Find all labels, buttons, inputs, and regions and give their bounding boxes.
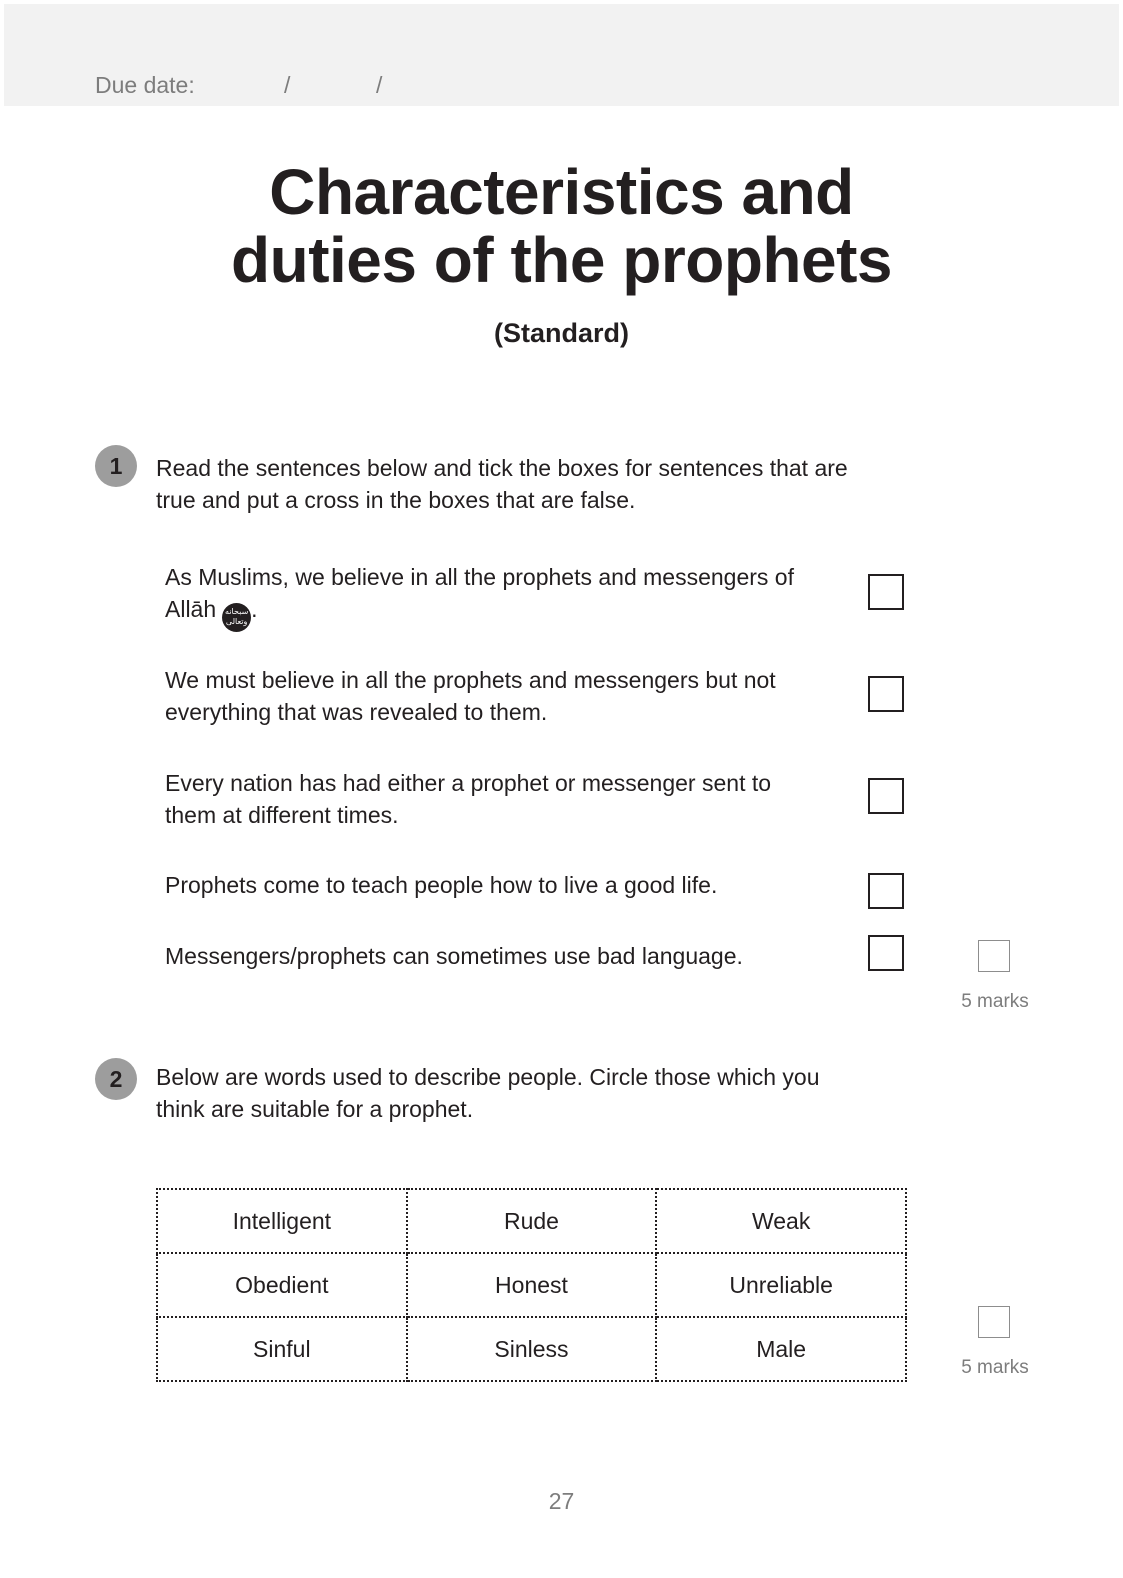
statement-2 [165, 664, 845, 728]
due-date-label: Due date: [95, 72, 195, 98]
instruction-line: think are suitable for a prophet. [156, 1096, 474, 1122]
question-2-instruction [156, 1061, 916, 1125]
title-line-2: duties of the prophets [231, 224, 892, 296]
statement-line: Every nation has had either a prophet or messenger sent to [165, 770, 772, 796]
statement-1 [165, 561, 845, 632]
statement-5-checkbox[interactable] [868, 935, 904, 971]
words-table [156, 1188, 907, 1382]
word-cell[interactable]: Unreliable [656, 1253, 906, 1317]
honorific-icon: سبحانه وتعالى [222, 603, 251, 632]
allah-text: Allāh [165, 596, 217, 622]
word-cell[interactable]: Intelligent [157, 1189, 407, 1253]
title-line-1: Characteristics and [269, 156, 854, 228]
table-row [157, 1189, 906, 1253]
statement-line: Prophets come to teach people how to live a good life. [165, 872, 718, 898]
statement-end: . [251, 596, 258, 622]
word-cell[interactable]: Weak [656, 1189, 906, 1253]
question-1-number: 1 [95, 445, 137, 487]
statement-3-checkbox[interactable] [868, 778, 904, 814]
word-cell[interactable]: Sinless [407, 1317, 657, 1381]
instruction-line: Below are words used to describe people. Circle those which you [156, 1064, 820, 1090]
date-separator: / [284, 72, 291, 98]
question-2-marks: 5 marks [961, 1357, 1029, 1378]
page-title [0, 158, 1123, 294]
statement-1-checkbox[interactable] [868, 574, 904, 610]
statement-4-checkbox[interactable] [868, 873, 904, 909]
question-2-number: 2 [95, 1058, 137, 1100]
question-1-instruction [156, 452, 916, 516]
statement-4 [165, 869, 845, 901]
statement-line: them at different times. [165, 802, 399, 828]
word-cell[interactable]: Honest [407, 1253, 657, 1317]
question-1-score-box[interactable] [978, 940, 1010, 972]
statement-line: We must believe in all the prophets and messengers but not [165, 667, 776, 693]
statement-line: Messengers/prophets can sometimes use bad language. [165, 943, 743, 969]
page-subtitle: (Standard) [494, 318, 629, 348]
instruction-line: true and put a cross in the boxes that are false. [156, 487, 636, 513]
page-number: 27 [548, 1488, 575, 1514]
word-cell[interactable]: Male [656, 1317, 906, 1381]
word-cell[interactable]: Rude [407, 1189, 657, 1253]
table-row [157, 1317, 906, 1381]
statement-line: As Muslims, we believe in all the prophets and messengers of [165, 564, 794, 590]
statement-line: everything that was revealed to them. [165, 699, 548, 725]
statement-3 [165, 767, 845, 831]
table-row [157, 1253, 906, 1317]
statement-5 [165, 940, 845, 972]
question-2-score-box[interactable] [978, 1306, 1010, 1338]
question-1-marks: 5 marks [961, 991, 1029, 1012]
date-separator: / [376, 72, 383, 98]
statement-2-checkbox[interactable] [868, 676, 904, 712]
statement-line [165, 593, 845, 632]
word-cell[interactable]: Obedient [157, 1253, 407, 1317]
word-cell[interactable]: Sinful [157, 1317, 407, 1381]
instruction-line: Read the sentences below and tick the boxes for sentences that are [156, 455, 848, 481]
